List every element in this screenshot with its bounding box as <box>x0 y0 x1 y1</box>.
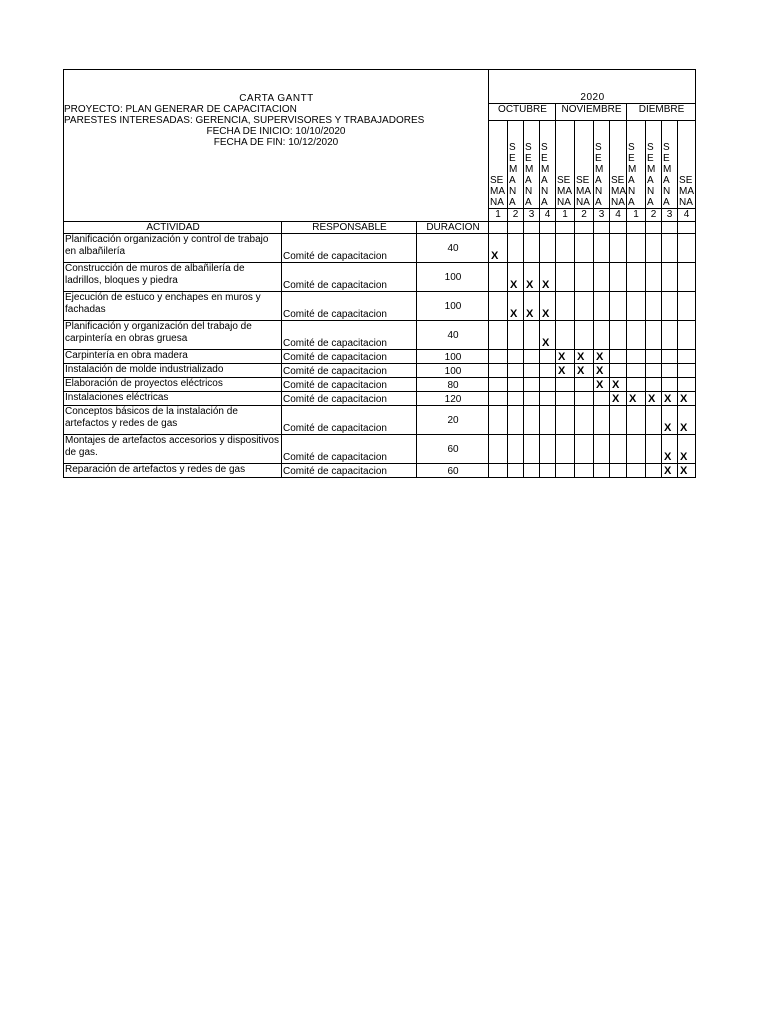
schedule-cell <box>627 292 646 321</box>
schedule-cell <box>594 435 610 464</box>
week-number: 4 <box>678 209 696 222</box>
activity-name: Montajes de artefactos accesorios y dispositivos de gas. <box>64 435 282 464</box>
month-header: OCTUBRE <box>489 104 556 121</box>
schedule-cell <box>662 350 678 364</box>
gantt-table <box>63 69 696 478</box>
schedule-cell <box>575 234 594 263</box>
week-label <box>646 121 662 209</box>
week-number: 4 <box>610 209 627 222</box>
header-blank-cell <box>540 222 556 234</box>
schedule-cell <box>594 392 610 406</box>
activity-name: Carpintería en obra madera <box>64 350 282 364</box>
schedule-cell <box>662 292 678 321</box>
schedule-mark: X <box>678 464 696 478</box>
schedule-cell <box>646 406 662 435</box>
week-label <box>610 121 627 209</box>
schedule-cell <box>508 378 524 392</box>
schedule-cell <box>627 464 646 478</box>
schedule-mark: X <box>627 392 646 406</box>
schedule-cell <box>575 378 594 392</box>
week-label-text: SEMANA <box>679 175 695 208</box>
schedule-mark: X <box>508 263 524 292</box>
schedule-mark: X <box>646 392 662 406</box>
schedule-mark: X <box>575 364 594 378</box>
schedule-cell <box>662 263 678 292</box>
schedule-cell <box>610 435 627 464</box>
schedule-cell <box>646 378 662 392</box>
schedule-cell <box>508 234 524 263</box>
schedule-cell <box>610 234 627 263</box>
schedule-cell <box>646 263 662 292</box>
week-label-text: SEMANA <box>525 142 534 208</box>
schedule-cell <box>556 464 575 478</box>
schedule-mark: X <box>678 392 696 406</box>
schedule-cell <box>678 292 696 321</box>
schedule-cell <box>489 292 508 321</box>
year-label: 2020 <box>489 70 696 104</box>
schedule-cell <box>556 435 575 464</box>
activity-name: Instalación de molde industrializado <box>64 364 282 378</box>
activity-row <box>64 378 696 392</box>
schedule-cell <box>575 263 594 292</box>
schedule-cell <box>524 392 540 406</box>
schedule-cell <box>627 321 646 350</box>
week-label-text: SEMANA <box>576 175 591 208</box>
responsible: Comité de capacitacion <box>282 350 417 364</box>
schedule-mark: X <box>594 350 610 364</box>
week-number: 2 <box>646 209 662 222</box>
schedule-cell <box>524 321 540 350</box>
activity-name: Instalaciones eléctricas <box>64 392 282 406</box>
week-label <box>508 121 524 209</box>
schedule-cell <box>594 321 610 350</box>
week-label <box>678 121 696 209</box>
activity-row <box>64 234 696 263</box>
week-number: 4 <box>540 209 556 222</box>
schedule-mark: X <box>540 263 556 292</box>
responsible: Comité de capacitacion <box>282 406 417 435</box>
schedule-cell <box>646 292 662 321</box>
week-label-text: SEMANA <box>647 142 656 208</box>
schedule-cell <box>678 350 696 364</box>
schedule-cell <box>508 464 524 478</box>
schedule-cell <box>556 321 575 350</box>
schedule-mark: X <box>678 435 696 464</box>
activity-name: Planificación y organización del trabajo de carpintería en obras gruesa <box>64 321 282 350</box>
header-blank-cell <box>610 222 627 234</box>
schedule-mark: X <box>556 350 575 364</box>
schedule-cell <box>627 406 646 435</box>
activity-row <box>64 406 696 435</box>
duration: 100 <box>417 292 489 321</box>
week-number: 1 <box>627 209 646 222</box>
activity-row <box>64 464 696 478</box>
week-label <box>627 121 646 209</box>
week-label <box>662 121 678 209</box>
schedule-cell <box>524 364 540 378</box>
schedule-cell <box>646 350 662 364</box>
schedule-cell <box>678 234 696 263</box>
chart-title: CARTA GANTT <box>64 70 489 104</box>
header-blank-cell <box>646 222 662 234</box>
responsible: Comité de capacitacion <box>282 435 417 464</box>
duration: 60 <box>417 435 489 464</box>
schedule-cell <box>540 378 556 392</box>
duration: 100 <box>417 263 489 292</box>
schedule-mark: X <box>524 292 540 321</box>
schedule-cell <box>678 263 696 292</box>
schedule-cell <box>524 234 540 263</box>
week-label <box>540 121 556 209</box>
schedule-cell <box>556 234 575 263</box>
schedule-cell <box>556 406 575 435</box>
week-number: 2 <box>508 209 524 222</box>
schedule-cell <box>610 292 627 321</box>
schedule-cell <box>610 464 627 478</box>
schedule-cell <box>556 392 575 406</box>
schedule-cell <box>646 321 662 350</box>
schedule-mark: X <box>556 364 575 378</box>
schedule-cell <box>575 392 594 406</box>
activity-name: Reparación de artefactos y redes de gas <box>64 464 282 478</box>
responsible: Comité de capacitacion <box>282 321 417 350</box>
month-header: NOVIEMBRE <box>556 104 627 121</box>
schedule-cell <box>508 392 524 406</box>
week-number: 3 <box>524 209 540 222</box>
schedule-cell <box>627 234 646 263</box>
schedule-cell <box>540 392 556 406</box>
schedule-cell <box>524 435 540 464</box>
schedule-cell <box>610 364 627 378</box>
project-info <box>64 104 489 222</box>
duration: 120 <box>417 392 489 406</box>
responsible: Comité de capacitacion <box>282 464 417 478</box>
schedule-cell <box>646 464 662 478</box>
week-label-text: SEMANA <box>557 175 572 208</box>
schedule-cell <box>594 464 610 478</box>
responsible: Comité de capacitacion <box>282 263 417 292</box>
schedule-mark: X <box>508 292 524 321</box>
duration: 100 <box>417 364 489 378</box>
schedule-cell <box>627 263 646 292</box>
schedule-cell <box>610 406 627 435</box>
duration: 40 <box>417 321 489 350</box>
schedule-cell <box>646 234 662 263</box>
responsible: Comité de capacitacion <box>282 234 417 263</box>
schedule-cell <box>540 350 556 364</box>
activity-name: Planificación organización y control de trabajo en albañilería <box>64 234 282 263</box>
schedule-mark: X <box>524 263 540 292</box>
schedule-cell <box>594 406 610 435</box>
week-label <box>524 121 540 209</box>
schedule-cell <box>489 350 508 364</box>
schedule-cell <box>662 364 678 378</box>
week-label-text: SEMANA <box>509 142 518 208</box>
schedule-cell <box>508 321 524 350</box>
schedule-cell <box>540 435 556 464</box>
schedule-cell <box>646 435 662 464</box>
responsible-column-header: RESPONSABLE <box>282 222 417 234</box>
schedule-cell <box>678 364 696 378</box>
schedule-cell <box>508 350 524 364</box>
schedule-mark: X <box>678 406 696 435</box>
activity-row <box>64 435 696 464</box>
schedule-cell <box>627 378 646 392</box>
activity-column-header: ACTIVIDAD <box>64 222 282 234</box>
schedule-cell <box>575 406 594 435</box>
week-number: 1 <box>556 209 575 222</box>
schedule-mark: X <box>662 392 678 406</box>
schedule-cell <box>575 292 594 321</box>
schedule-cell <box>556 263 575 292</box>
schedule-mark: X <box>662 464 678 478</box>
schedule-cell <box>489 364 508 378</box>
schedule-cell <box>489 378 508 392</box>
schedule-cell <box>646 364 662 378</box>
schedule-cell <box>556 378 575 392</box>
schedule-mark: X <box>662 406 678 435</box>
week-label <box>575 121 594 209</box>
schedule-cell <box>489 263 508 292</box>
week-label-text: SEMANA <box>595 142 604 208</box>
schedule-mark: X <box>540 321 556 350</box>
schedule-mark: X <box>594 364 610 378</box>
activity-name: Elaboración de proyectos eléctricos <box>64 378 282 392</box>
duration-column-header: DURACION <box>417 222 489 234</box>
schedule-cell <box>678 378 696 392</box>
schedule-cell <box>575 435 594 464</box>
week-number: 3 <box>594 209 610 222</box>
week-number: 3 <box>662 209 678 222</box>
schedule-cell <box>540 364 556 378</box>
week-label-text: SEMANA <box>663 142 672 208</box>
schedule-cell <box>610 321 627 350</box>
header-blank-cell <box>489 222 508 234</box>
header-blank-cell <box>627 222 646 234</box>
schedule-cell <box>662 321 678 350</box>
schedule-cell <box>508 364 524 378</box>
week-label-text: SEMANA <box>611 175 626 208</box>
week-label <box>594 121 610 209</box>
activity-name: Conceptos básicos de la instalación de artefactos y redes de gas <box>64 406 282 435</box>
schedule-cell <box>575 464 594 478</box>
schedule-cell <box>594 292 610 321</box>
week-label-text: SEMANA <box>541 142 550 208</box>
activity-name: Construcción de muros de albañilería de ladrillos, bloques y piedra <box>64 263 282 292</box>
week-label <box>556 121 575 209</box>
week-number: 1 <box>489 209 508 222</box>
duration: 80 <box>417 378 489 392</box>
end-date: FECHA DE FIN: 10/12/2020 <box>213 136 339 148</box>
schedule-cell <box>524 350 540 364</box>
schedule-cell <box>489 392 508 406</box>
schedule-mark: X <box>540 292 556 321</box>
header-blank-cell <box>556 222 575 234</box>
schedule-cell <box>524 406 540 435</box>
activity-row <box>64 292 696 321</box>
schedule-cell <box>540 464 556 478</box>
duration: 40 <box>417 234 489 263</box>
schedule-cell <box>489 406 508 435</box>
responsible: Comité de capacitacion <box>282 378 417 392</box>
schedule-cell <box>508 406 524 435</box>
activity-row <box>64 364 696 378</box>
week-label-text: SEMANA <box>490 175 505 208</box>
header-blank-cell <box>662 222 678 234</box>
responsible: Comité de capacitacion <box>282 292 417 321</box>
duration: 100 <box>417 350 489 364</box>
stakeholders: PARESTES INTERESADAS: GERENCIA, SUPERVISORES Y TRABAJADORES <box>64 114 425 126</box>
schedule-cell <box>627 364 646 378</box>
month-header: DIEMBRE <box>627 104 696 121</box>
activity-name: Ejecución de estuco y enchapes en muros y fachadas <box>64 292 282 321</box>
schedule-cell <box>524 378 540 392</box>
header-blank-cell <box>524 222 540 234</box>
activity-row <box>64 321 696 350</box>
week-label <box>489 121 508 209</box>
duration: 60 <box>417 464 489 478</box>
schedule-cell <box>575 321 594 350</box>
schedule-cell <box>489 321 508 350</box>
activity-row <box>64 263 696 292</box>
week-label-text: SEMANA <box>628 142 637 208</box>
schedule-cell <box>594 234 610 263</box>
schedule-cell <box>662 234 678 263</box>
schedule-mark: X <box>610 378 627 392</box>
start-date: FECHA DE INICIO: 10/10/2020 <box>206 125 346 137</box>
schedule-cell <box>627 350 646 364</box>
activity-row <box>64 350 696 364</box>
header-blank-cell <box>678 222 696 234</box>
schedule-cell <box>556 292 575 321</box>
responsible: Comité de capacitacion <box>282 392 417 406</box>
responsible: Comité de capacitacion <box>282 364 417 378</box>
schedule-cell <box>540 234 556 263</box>
schedule-cell <box>662 378 678 392</box>
schedule-cell <box>610 263 627 292</box>
schedule-mark: X <box>594 378 610 392</box>
schedule-cell <box>524 464 540 478</box>
schedule-mark: X <box>575 350 594 364</box>
week-number: 2 <box>575 209 594 222</box>
schedule-mark: X <box>489 234 508 263</box>
project-name: PROYECTO: PLAN GENERAR DE CAPACITACION <box>64 103 297 115</box>
duration: 20 <box>417 406 489 435</box>
schedule-cell <box>610 350 627 364</box>
schedule-cell <box>594 263 610 292</box>
schedule-mark: X <box>662 435 678 464</box>
schedule-mark: X <box>610 392 627 406</box>
schedule-cell <box>489 464 508 478</box>
header-blank-cell <box>594 222 610 234</box>
schedule-cell <box>627 435 646 464</box>
header-blank-cell <box>575 222 594 234</box>
schedule-cell <box>540 406 556 435</box>
schedule-cell <box>508 435 524 464</box>
activity-row <box>64 392 696 406</box>
schedule-cell <box>678 321 696 350</box>
schedule-cell <box>489 435 508 464</box>
header-blank-cell <box>508 222 524 234</box>
